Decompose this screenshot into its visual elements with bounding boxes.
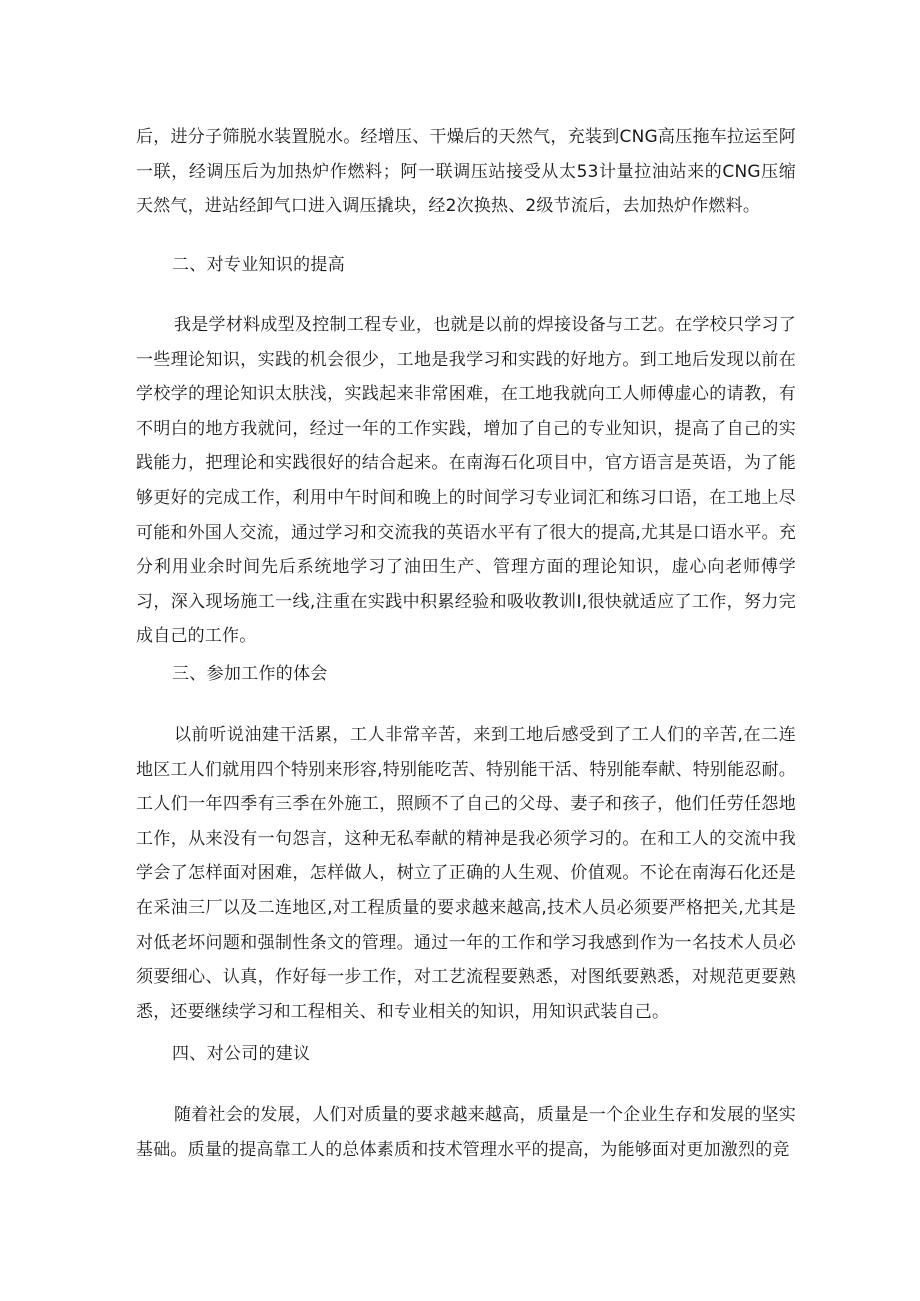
section2-paragraph: 我是学材料成型及控制工程专业，也就是以前的焊接设备与工艺。在学校只学习了一些理论知识，实践的机会很少，工地是我学习和实践的好地方。到工地后发现以前在学校学的理论知识太肤浅，实践起来非常困难，在工地我就向工人师傅虚心的请教，有不明白的地方我就问，经过一年的工作实践，增加了自己的专业知识，提高了自己的实践能力，把理论和实践很好的结合起来。在南海石化项目中，官方语言是英语，为了能够更好的完成工作，利用中午时间和晚上的时间学习专业词汇和练习口语，在工地上尽可能和外国人交流，通过学习和交流我的英语水平有了很大的提高,尤其是口语水平。充分利用业余时间先后系统地学习了油田生产、管理方面的理论知识，虚心向老师傅学习，深入现场施工一线,注重在实践中积累经验和吸收教训I,很快就适应了工作，努力完成自己的工作。	[136, 315, 796, 647]
section4-paragraph: 随着社会的发展，人们对质量的要求越来越高，质量是一个企业生存和发展的坚实基础。质量的提高靠工人的总体素质和技术管理水平的提高，为能够面对更加激烈的竞	[136, 1105, 796, 1160]
intro-paragraph: 后，进分子筛脱水装置脱水。经增压、干燥后的天然气，充装到CNG高压拖车拉运至阿一联，经调压后为加热炉作燃料；阿一联调压站接受从太53计量拉油站来的CNG压缩天然气，进站经卸气口进入调压撬块，经2次换热、2级节流后，去加热炉作燃料。	[136, 127, 796, 217]
section3-paragraph: 以前听说油建干活累，工人非常辛苦，来到工地后感受到了工人们的辛苦,在二连地区工人们就用四个特别来形容,特别能吃苦、特别能干活、特别能奉献、特别能忍耐。工人们一年四季有三季在外施工，照顾不了自己的父母、妻子和孩子，他们任劳任怨地工作，从来没有一句怨言，这种无私奉献的精神是我必须学习的。在和工人的交流中我学会了怎样面对困难，怎样做人，树立了正确的人生观、价值观。不论在南海石化还是在采油三厂以及二连地区,对工程质量的要求越来越高,技术人员必须要严格把关,尤其是对低老坏问题和强制性条文的管理。通过一年的工作和学习我感到作为一名技术人员必须要细心、认真，作好每一步工作，对工艺流程要熟悉，对图纸要熟悉，对规范更要熟悉，还要继续学习和工程相关、和专业相关的知识，用知识武装自己。	[136, 725, 796, 1022]
section2-heading: 二、对专业知识的提高	[172, 255, 345, 275]
section3-heading: 三、参加工作的体会	[172, 664, 328, 684]
section4-heading: 四、对公司的建议	[172, 1044, 311, 1064]
